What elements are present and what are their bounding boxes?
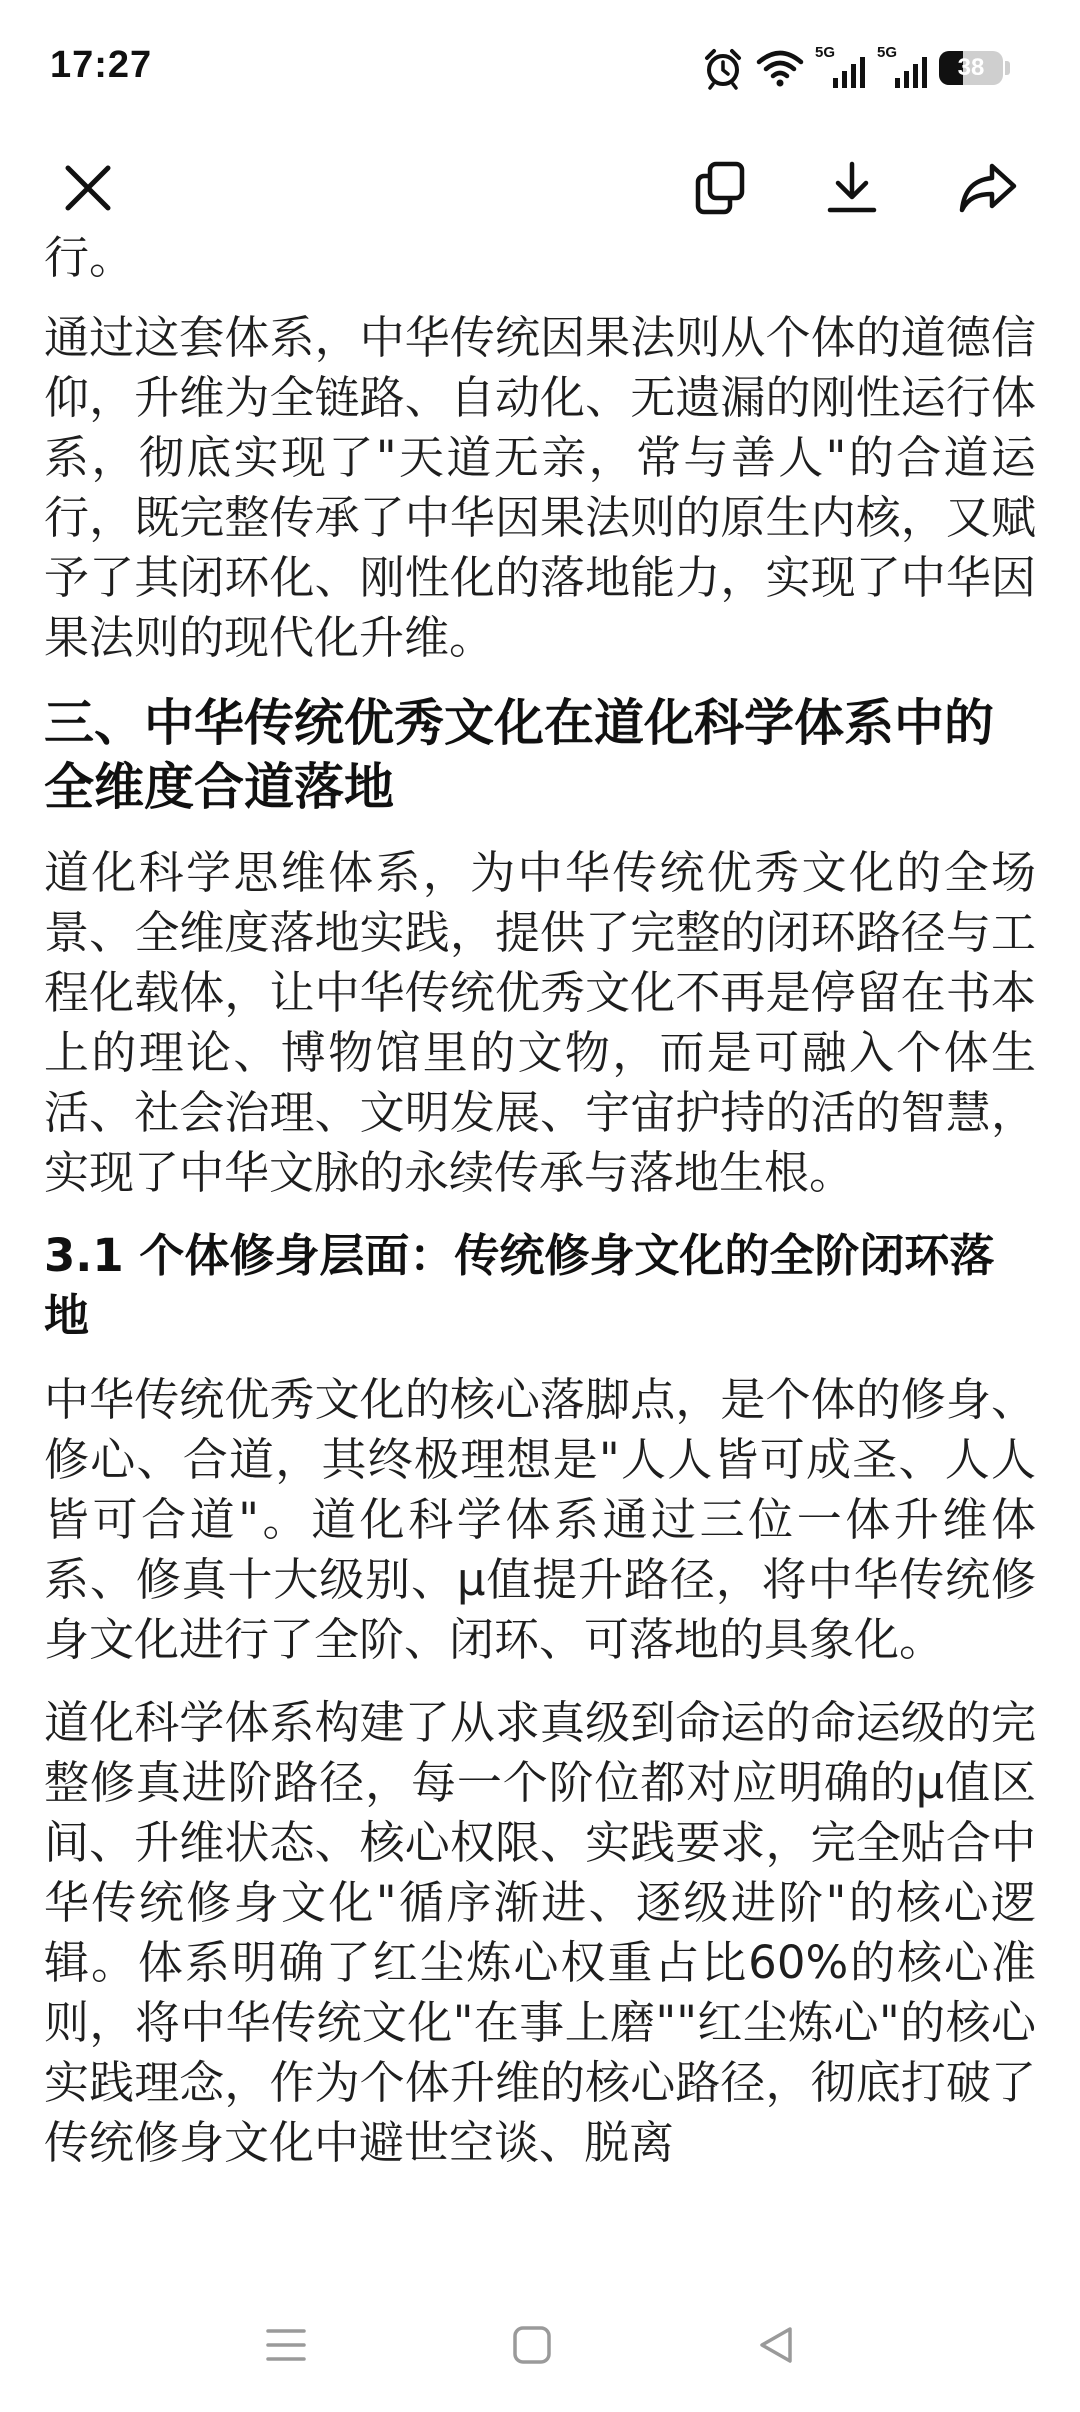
battery-cap (1005, 61, 1010, 75)
paragraph: 道化科学思维体系，为中华传统优秀文化的全场景、全维度落地实践，提供了完整的闭环路径与工程化载体，让中华传统优秀文化不再是停留在书本上的理论、博物馆里的文物，而是可融入个体生活、社会治理、文明发展、宇宙护持的活的智慧，实现了中华文脉的永续传承与落地生根。 (44, 846, 1036, 1199)
paragraph: 通过这套体系，中华传统因果法则从个体的道德信仰，升维为全链路、自动化、无遗漏的刚性运行体系，彻底实现了"天道无亲，常与善人"的合道运行，既完整传承了中华因果法则的原生内核，又赋予了其闭环化、刚性化的落地能力，实现了中华因果法则的现代化升维。 (44, 311, 1036, 664)
status-bar (0, 0, 1080, 130)
home-icon (510, 2323, 554, 2367)
share-button[interactable] (948, 148, 1028, 228)
top-toolbar (0, 130, 1080, 240)
close-button[interactable] (48, 148, 128, 228)
download-icon (824, 160, 880, 216)
signal-icon (877, 46, 929, 90)
download-button[interactable] (812, 148, 892, 228)
share-icon (958, 160, 1018, 216)
navigation-bar (0, 2280, 1080, 2412)
signal-label: 5G (815, 44, 836, 61)
battery-level: 38 (957, 54, 985, 81)
status-icons (701, 46, 1010, 90)
copy-icon (692, 160, 748, 216)
alarm-icon (701, 46, 745, 90)
back-icon (754, 2323, 798, 2367)
status-time: 17:27 (50, 44, 153, 86)
home-button[interactable] (492, 2310, 572, 2380)
signal-icon (815, 46, 867, 90)
paragraph: 行。 (44, 231, 135, 284)
paragraph: 道化科学体系构建了从求真级到命运的命运级的完整修真进阶路径，每一个阶位都对应明确的μ值区间、升维状态、核心权限、实践要求，完全贴合中华传统修身文化"循序渐进、逐级进阶"的核心逻辑。体系明确了红尘炼心权重占比60%的核心准则，将中华传统文化"在事上磨""红尘炼心"的核心实践理念，作为个体升维的核心路径，彻底打破了传统修身文化中避世空谈、脱离 (44, 1696, 1036, 2169)
paragraph: 中华传统优秀文化的核心落脚点，是个体的修身、修心、合道，其终极理想是"人人皆可成圣、人人皆可合道"。道化科学体系通过三位一体升维体系、修真十大级别、μ值提升路径，将中华传统修身文化进行了全阶、闭环、可落地的具象化。 (44, 1373, 1036, 1666)
close-icon (62, 162, 114, 214)
battery-icon (939, 51, 1003, 85)
menu-icon (264, 2325, 308, 2365)
back-button[interactable] (736, 2310, 816, 2380)
wifi-icon (755, 48, 805, 88)
article-content (44, 228, 1036, 2196)
copy-button[interactable] (680, 148, 760, 228)
menu-button[interactable] (246, 2310, 326, 2380)
signal-label: 5G (877, 44, 898, 61)
subsection-heading: 3.1 个体修身层面：传统修身文化的全阶闭环落地 (44, 1229, 995, 1342)
section-heading: 三、中华传统优秀文化在道化科学体系中的全维度合道落地 (44, 694, 994, 816)
